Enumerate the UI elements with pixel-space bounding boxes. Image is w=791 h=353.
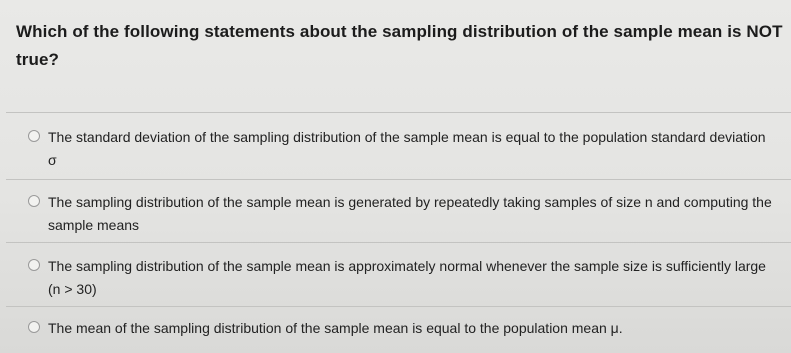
question-text: Which of the following statements about the sampling distribution of the sample mean is NOT true? bbox=[16, 22, 783, 69]
divider bbox=[6, 112, 791, 113]
divider bbox=[6, 242, 791, 243]
radio-button[interactable] bbox=[28, 195, 40, 207]
option-label: The sampling distribution of the sample mean is generated by repeatedly taking samples of size n and computing the sample means bbox=[48, 194, 772, 233]
radio-button[interactable] bbox=[28, 130, 40, 142]
radio-button[interactable] bbox=[28, 321, 40, 333]
option-label: The sampling distribution of the sample mean is approximately normal whenever the sample size is sufficiently large (n > 30) bbox=[48, 258, 766, 297]
option-label: The mean of the sampling distribution of the sample mean is equal to the population mean μ. bbox=[48, 320, 623, 336]
divider bbox=[6, 306, 791, 307]
divider bbox=[6, 179, 791, 180]
radio-button[interactable] bbox=[28, 259, 40, 271]
option-label: The standard deviation of the sampling distribution of the sample mean is equal to the population standard deviation σ bbox=[48, 129, 766, 168]
